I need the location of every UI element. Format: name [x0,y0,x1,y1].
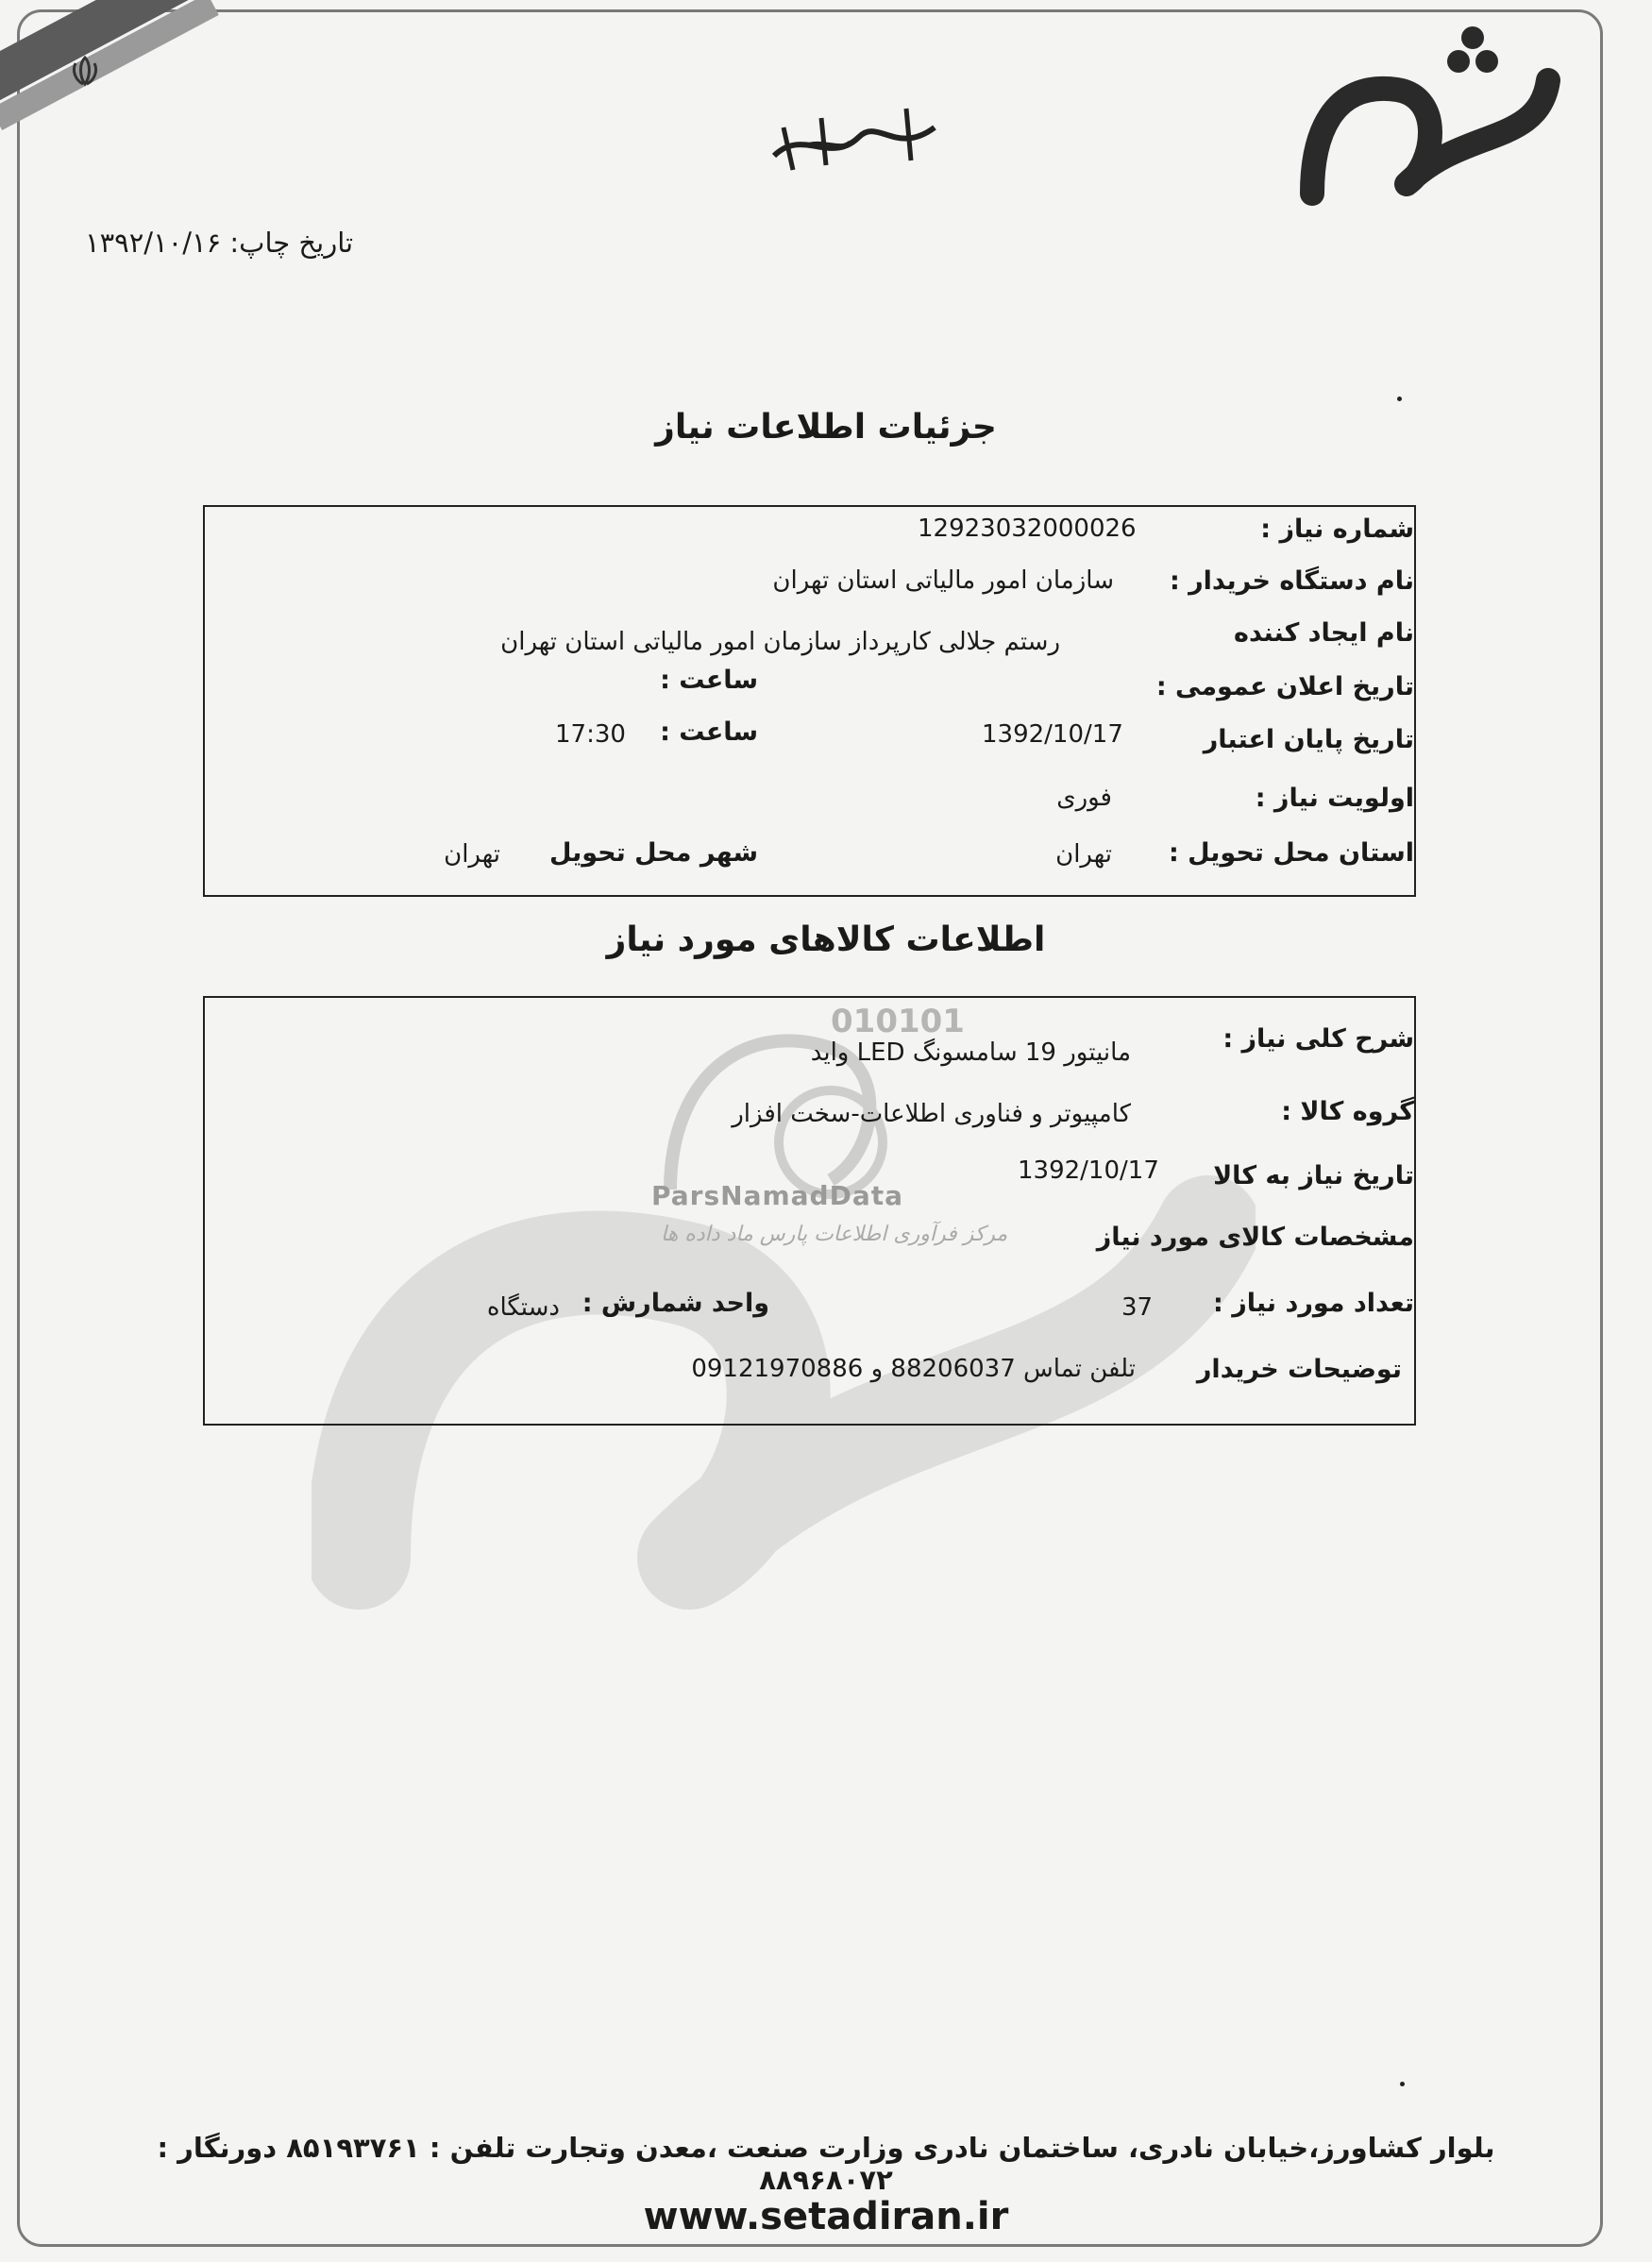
province-label: استان محل تحویل : [1168,838,1414,868]
watermark-digits: 010101 [831,1003,965,1040]
watermark-subtitle: مرکز فرآوری اطلاعات پارس ماد داده ها [661,1223,1008,1246]
city-label: شهر محل تحویل [548,838,758,868]
buyer-notes-value: تلفن تماس 88206037 و 09121970886 [691,1355,1136,1383]
goods-group-value: کامپیوتر و فناوری اطلاعات-سخت افزار [732,1100,1131,1128]
dot-mark [1397,397,1402,401]
buyer-notes-label: توضیحات خریدار [1196,1355,1402,1384]
basmala-calligraphy [765,90,944,184]
watermark-name: ParsNamadData [651,1180,903,1211]
footer-address: بلوار کشاورز،خیابان نادری، ساختمان نادری وزارت صنعت ،معدن وتجارت تلفن : ۸۵۱۹۳۷۶۱ دورنگار : ۸۸۹۶۸۰۷۲ [157,2132,1495,2196]
need-number-label: شماره نیاز : [1260,515,1414,544]
quantity-value: 37 [1121,1293,1154,1322]
priority-label: اولویت نیاز : [1255,784,1414,813]
creator-label: نام ایجاد کننده [1234,618,1414,648]
print-date: تاریخ چاپ: ۱۳۹۲/۱۰/۱۶ [85,227,354,259]
footer-website[interactable]: www.setadiran.ir [643,2195,1009,2238]
city-value: تهران [444,840,500,869]
buyer-value: سازمان امور مالیاتی استان تهران [772,566,1114,595]
dot-mark [1400,2082,1405,2086]
quantity-label: تعداد مورد نیاز : [1213,1289,1414,1318]
end-date-label: تاریخ پایان اعتبار [1203,725,1414,754]
goods-group-label: گروه کالا : [1281,1097,1414,1126]
announce-date-label: تاریخ اعلان عمومی : [1155,672,1414,701]
unit-value: دستگاه [486,1293,560,1322]
end-time-label: ساعت : [660,717,758,747]
general-desc-value: مانیتور 19 سامسونگ LED واید [810,1038,1131,1067]
priority-value: فوری [1056,784,1112,812]
announce-time-label: ساعت : [660,666,758,695]
setad-logo-icon [1293,24,1576,326]
unit-label: واحد شمارش : [582,1289,769,1318]
general-desc-label: شرح کلی نیاز : [1222,1024,1414,1054]
goods-specs-label: مشخصات کالای مورد نیاز [1096,1223,1414,1252]
need-details-title: جزئیات اطلاعات نیاز [655,408,997,447]
iran-emblem-icon [66,52,104,90]
end-time-value: 17:30 [555,720,626,749]
end-date-value: 1392/10/17 [982,720,1123,749]
need-number-value: 12923032000026 [918,515,1137,543]
need-date-value: 1392/10/17 [1018,1156,1159,1185]
province-value: تهران [1055,840,1112,869]
need-date-label: تاریخ نیاز به کالا [1213,1161,1414,1190]
buyer-label: نام دستگاه خریدار : [1169,566,1414,596]
creator-value: رستم جلالی کارپرداز سازمان امور مالیاتی استان تهران [500,628,1060,656]
goods-info-title: اطلاعات کالاهای مورد نیاز [606,920,1046,959]
